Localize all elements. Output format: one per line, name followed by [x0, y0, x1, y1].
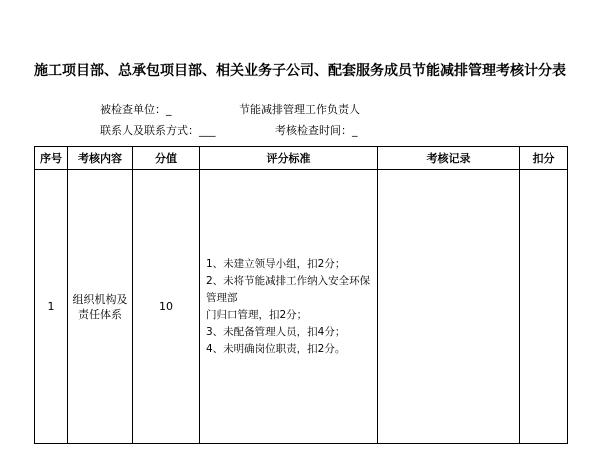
row-scoring-criteria	[200, 170, 378, 444]
table-header-row	[35, 147, 568, 170]
row-deduction[interactable]	[520, 170, 568, 444]
scoring-table	[34, 146, 568, 444]
header-score-value: 分值	[133, 147, 200, 170]
content-line: 组织机构及	[72, 292, 128, 306]
row-assessment-record[interactable]	[378, 170, 520, 444]
criteria-line: 3、未配备管理人员，扣4分；	[206, 325, 346, 338]
document-title: 施工项目部、总承包项目部、相关业务子公司、配套服务成员节能减排管理考核计分表	[34, 63, 566, 79]
inspected-unit-field: 被检查单位：_	[100, 103, 172, 116]
criteria-line: 2、未将节能减排工作纳入安全环保管理部	[206, 274, 371, 304]
table-row	[35, 170, 568, 444]
responsible-person-field: 节能减排管理工作负责人	[239, 103, 360, 116]
header-serial-number: 序号	[35, 147, 68, 170]
header-scoring-criteria: 评分标准	[200, 147, 378, 170]
inspection-time-field: 考核检查时间：_	[275, 124, 358, 137]
header-assessment-record: 考核记录	[378, 147, 520, 170]
row-serial-number: 1	[35, 170, 68, 444]
criteria-line: 1、未建立领导小组，扣2分；	[206, 257, 346, 270]
row-score-value: 10	[133, 170, 200, 444]
header-deduction: 扣分	[520, 147, 568, 170]
criteria-line: 门归口管理，扣2分；	[206, 308, 308, 321]
row-assessment-content	[68, 170, 133, 444]
criteria-line: 4、未明确岗位职责，扣2分。	[206, 342, 346, 355]
contact-field: 联系人及联系方式：___	[100, 124, 216, 137]
content-line: 责任体系	[78, 307, 122, 321]
header-assessment-content: 考核内容	[68, 147, 133, 170]
